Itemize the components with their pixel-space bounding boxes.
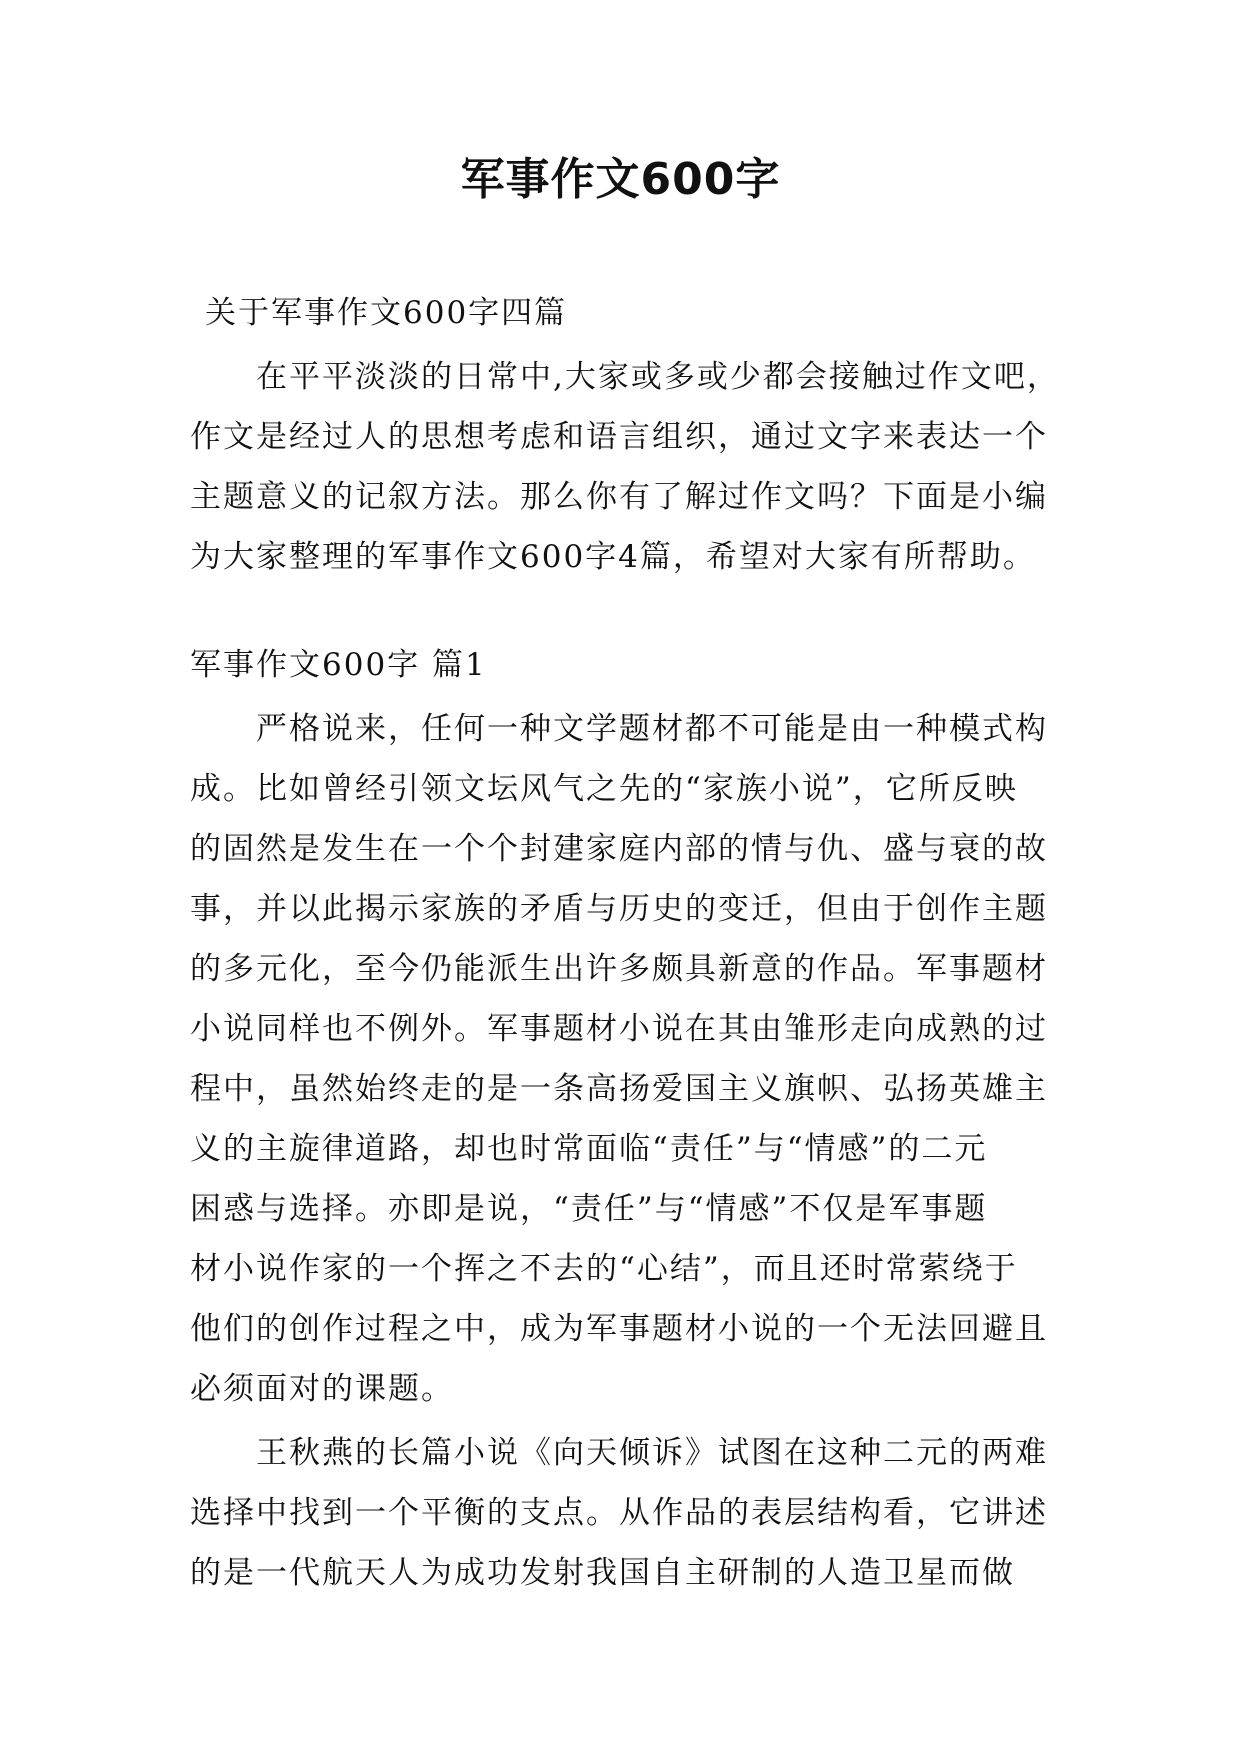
- paragraph-1-line-9: 困惑与选择。亦即是说，“责任”与“情感”不仅是军事题: [190, 1191, 988, 1227]
- paragraph-1-line-5: 的多元化，至今仍能派生出许多颇具新意的作品。军事题材: [190, 951, 1048, 987]
- paragraph-1-line-7: 程中，虽然始终走的是一条高扬爱国主义旗帜、弘扬英雄主: [190, 1071, 1048, 1107]
- document-title: 军事作文600字: [460, 154, 781, 205]
- paragraph-2-line-3: 的是一代航天人为成功发射我国自主研制的人造卫星而做: [190, 1555, 1015, 1591]
- paragraph-1-line-2: 成。比如曾经引领文坛风气之先的“家族小说”，它所反映: [190, 771, 1018, 807]
- intro-line-1: 在平平淡淡的日常中,大家或多或少都会接触过作文吧，: [256, 359, 1060, 395]
- paragraph-1-line-1: 严格说来，任何一种文学题材都不可能是由一种模式构: [256, 711, 1048, 747]
- document-subtitle: 关于军事作文600字四篇: [205, 295, 568, 331]
- section-heading: 军事作文600字 篇1: [190, 647, 487, 683]
- paragraph-2-line-1: 王秋燕的长篇小说《向天倾诉》试图在这种二元的两难: [256, 1435, 1048, 1471]
- intro-line-2: 作文是经过人的思想考虑和语言组织，通过文字来表达一个: [190, 419, 1048, 455]
- paragraph-1-line-3: 的固然是发生在一个个封建家庭内部的情与仇、盛与衰的故: [190, 831, 1048, 867]
- paragraph-1-line-12: 必须面对的课题。: [190, 1371, 454, 1407]
- intro-line-4: 为大家整理的军事作文600字4篇，希望对大家有所帮助。: [190, 539, 1036, 575]
- paragraph-1-line-11: 他们的创作过程之中，成为军事题材小说的一个无法回避且: [190, 1311, 1048, 1347]
- paragraph-1-line-10: 材小说作家的一个挥之不去的“心结”，而且还时常萦绕于: [190, 1251, 1018, 1287]
- paragraph-1-line-6: 小说同样也不例外。军事题材小说在其由雏形走向成熟的过: [190, 1011, 1048, 1047]
- paragraph-2-line-2: 选择中找到一个平衡的支点。从作品的表层结构看，它讲述: [190, 1495, 1048, 1531]
- paragraph-1-line-4: 事，并以此揭示家族的矛盾与历史的变迁，但由于创作主题: [190, 891, 1048, 927]
- paragraph-1-line-8: 义的主旋律道路，却也时常面临“责任”与“情感”的二元: [190, 1131, 988, 1167]
- intro-line-3: 主题意义的记叙方法。那么你有了解过作文吗？下面是小编: [190, 479, 1048, 515]
